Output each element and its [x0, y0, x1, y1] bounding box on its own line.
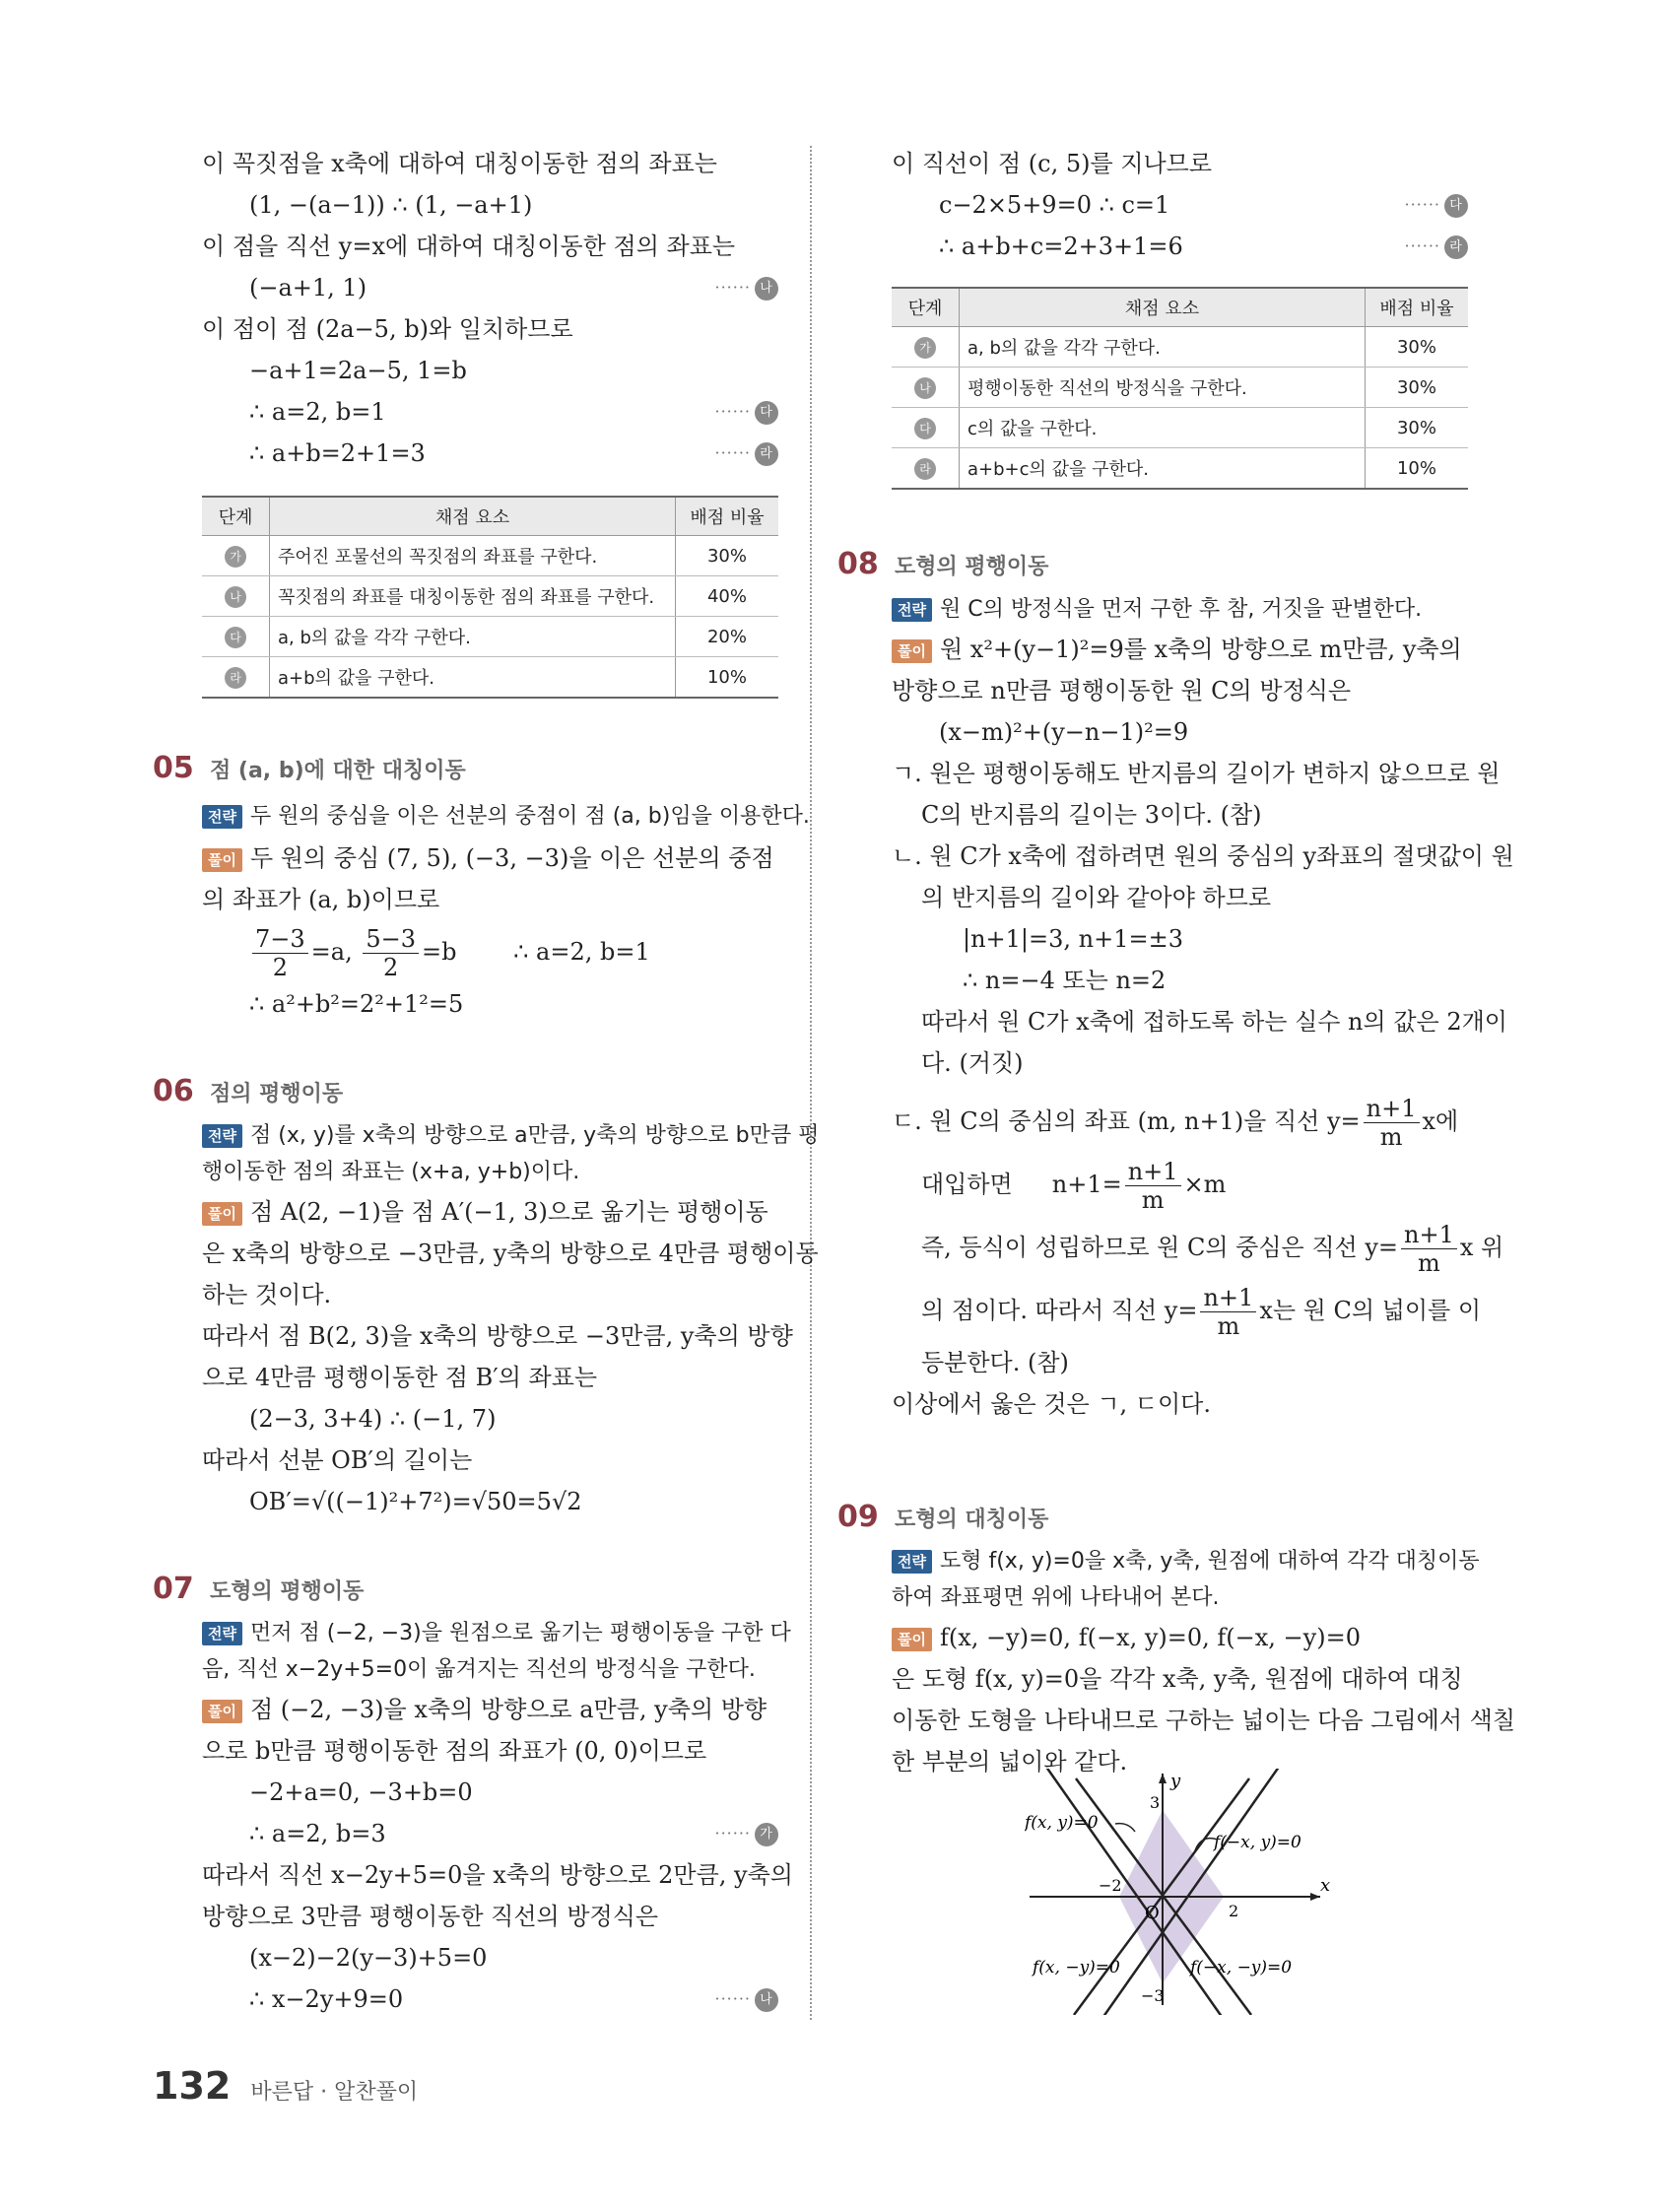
tick-label: 2	[1229, 1902, 1239, 1920]
section-09-heading: 09 도형의 대칭이동	[837, 1500, 1049, 1534]
x-axis-label: x	[1320, 1875, 1331, 1896]
section-06-heading: 06 점의 평행이동	[153, 1074, 344, 1108]
table-row: 나 평행이동한 직선의 방정식을 구한다. 30%	[892, 368, 1468, 408]
table-row: 나 꼭짓점의 좌표를 대칭이동한 점의 좌표를 구한다. 40%	[202, 576, 778, 617]
grading-table-1	[202, 496, 778, 699]
table-header-row: 단계 채점 요소 배점 비율	[202, 497, 778, 536]
table-row: 가 주어진 포물선의 꼭짓점의 좌표를 구한다. 30%	[202, 536, 778, 576]
step-mark: ······ 라	[714, 433, 778, 474]
math-line: ∴ a=2, b=1 ······ 다	[202, 391, 778, 433]
section-05-body: 전략 두 원의 중심을 이은 선분의 중점이 점 (a, b)임을 이용한다. 풀이 두 원의 중심 (7, 5), (−3, −3)을 이은 선분의 중점 의 좌표가 (a, b)이므로 $\frac{7-3}{2}$ =a, $\frac{5-3}{2}$ =b ∴ a=2, b=1 ∴ a²+b²=2²+1²=5	[202, 804, 810, 1018]
table-header-row: 단계 채점 요소 배점 비율	[892, 288, 1468, 327]
text-line: 이 점이 점 (2a−5, b)와 일치하므로	[202, 315, 573, 343]
origin-label: O	[1145, 1903, 1160, 1923]
x-axis-arrow-icon	[1310, 1893, 1320, 1901]
grading-table-2	[892, 287, 1468, 490]
step-mark: ······ 가	[714, 1813, 778, 1854]
book-title: 바른답 · 알찬풀이	[250, 2080, 419, 2105]
step-mark: ······ 다	[1404, 184, 1468, 226]
section-08-heading: 08 도형의 평행이동	[837, 547, 1049, 581]
y-axis-label: y	[1170, 1771, 1181, 1791]
page-footer	[153, 2064, 418, 2108]
table-row: 라 a+b+c의 값을 구한다. 10%	[892, 448, 1468, 490]
math-line: ∴ a+b=2+1=3 ······ 라	[202, 433, 778, 474]
section-07-body: 전략 먼저 점 (−2, −3)을 원점으로 옮기는 평행이동을 구한 다 음, 직선 x−2y+5=0이 옮겨지는 직선의 방정식을 구한다. 풀이 점 (−2, −3)을 x축의 방향으로 a만큼, y축의 방향 으로 b만큼 평행이동한 점의 좌표가 (0, 0)이므로 −2+a=0, −3+b=0 ∴ a=2, b=3 ······ 가 따라서 직선 x−2y+5=0을 x축의 방향으로 2만큼, y축의 방향으로 3만큼 평행이동한 직선의 방정식은 (x−2)−2(y−3)+5=0 ∴ x−2y+9=0 ······ 나	[202, 1616, 778, 2020]
tick-label: −3	[1141, 1986, 1165, 2005]
curve-label: f(x, −y)=0	[1033, 1958, 1120, 1977]
section-07-heading: 07 도형의 평행이동	[153, 1572, 365, 1606]
section-09-body: 전략 도형 f(x, y)=0을 x축, y축, 원점에 대하여 각각 대칭이동 하여 좌표평면 위에 나타내어 본다. 풀이 f(x, −y)=0, f(−x, y)=0, f(−x, −y)=0 은 도형 f(x, y)=0을 각각 x축, y축, 원점에 대하여 대칭 이동한 도형을 나타내므로 구하는 넓이는 다음 그림에서 색칠 한 부분의 넓이와 같다.	[892, 1549, 1516, 1776]
table-row: 다 c의 값을 구한다. 30%	[892, 408, 1468, 448]
math-line: (−a+1, 1) ······ 나	[202, 267, 778, 308]
step-mark: ······ 나	[714, 267, 778, 308]
step-mark: ······ 나	[714, 1978, 778, 2020]
page-number: 132	[153, 2064, 232, 2108]
right-column: 이 직선이 점 (c, 5)를 지나므로 c−2×5+9=0 ∴ c=1 ······ 다 ∴ a+b+c=2+3+1=6 ······ 라 단계 채점 요소 배점 비율 가 a, b의 값을 각각 구한다. 30% 나 평행이동한 직선의 방정식을 구한다. 30% 다 c의 값을 구한다. 30% 라 a+b+c의 값을 구한다. 10%	[892, 143, 1468, 490]
column-divider	[810, 146, 812, 2020]
section-06-body: 전략 점 (x, y)를 x축의 방향으로 a만큼, y축의 방향으로 b만큼 평 행이동한 점의 좌표는 (x+a, y+b)이다. 풀이 점 A(2, −1)을 점 A′(−1, 3)으로 옮기는 평행이동 은 x축의 방향으로 −3만큼, y축의 방향으로 4만큼 평행이동 하는 것이다. 따라서 점 B(2, 3)을 x축의 방향으로 −3만큼, y축의 방향 으로 4만큼 평행이동한 점 B′의 좌표는 (2−3, 3+4) ∴ (−1, 7) 따라서 선분 OB′의 길이는 OB′=√((−1)²+7²)=√50=5√2	[202, 1123, 820, 1515]
math-line: −a+1=2a−5, 1=b	[249, 357, 467, 384]
curve-label: f(−x, y)=0	[1214, 1833, 1301, 1852]
step-mark: ······ 다	[714, 391, 778, 433]
table-row: 다 a, b의 값을 각각 구한다. 20%	[202, 617, 778, 657]
reflection-graph	[1025, 1769, 1340, 2015]
tick-label: 3	[1150, 1793, 1161, 1812]
table-row: 가 a, b의 값을 각각 구한다. 30%	[892, 327, 1468, 368]
table-row: 라 a+b의 값을 구한다. 10%	[202, 657, 778, 699]
left-column	[202, 143, 778, 699]
math-line: (1, −(a−1)) ∴ (1, −a+1)	[249, 191, 533, 219]
step-mark: ······ 라	[1404, 226, 1468, 267]
text-line: 이 꼭짓점을 x축에 대하여 대칭이동한 점의 좌표는	[202, 150, 717, 177]
fraction-line: $\frac{7-3}{2}$ =a, $\frac{5-3}{2}$ =b ∴ a=2, b=1	[202, 920, 778, 983]
section-05-heading: 05 점 (a, b)에 대한 대칭이동	[153, 751, 466, 785]
curve-label: f(−x, −y)=0	[1190, 1958, 1293, 1977]
tick-label: −2	[1099, 1876, 1122, 1895]
section-08-body: 전략 원 C의 방정식을 먼저 구한 후 참, 거짓을 판별한다. 풀이 원 x²+(y−1)²=9를 x축의 방향으로 m만큼, y축의 방향으로 n만큼 평행이동한 원 C의 방정식은 (x−m)²+(y−n−1)²=9 ㄱ. 원은 평행이동해도 반지름의 길이가 변하지 않으므로 원 C의 반지름의 길이는 3이다. (참) ㄴ. 원 C가 x축에 접하려면 원의 중심의 y좌표의 절댓값이 원 의 반지름의 길이와 같아야 하므로 |n+1|=3, n+1=±3 ∴ n=−4 또는 n=2 따라서 원 C가 x축에 접하도록 하는 실수 n의 값은 2개이 다. (거짓) ㄷ. 원 C의 중심의 좌표 (m, n+1)을 직선 y= $\frac{n+1}{m}$ x에 대입하면 n+1= $\frac{n+1}{m}$ ×m 즉, 등식이 성립하므로 원 C의 중심은 직선 y= $\frac{n+1}{m}$ x 위 의 점이다. 따라서 직선 y= $\frac{n+1}{m}$ x는 원 C의 넓이를 이 등분한다. (참) 이상에서 옳은 것은 ㄱ, ㄷ이다.	[892, 597, 1514, 1418]
curve-label: f(x, y)=0	[1025, 1813, 1099, 1833]
y-axis-arrow-icon	[1159, 1774, 1167, 1783]
text-line: 이 점을 직선 y=x에 대하여 대칭이동한 점의 좌표는	[202, 233, 736, 260]
